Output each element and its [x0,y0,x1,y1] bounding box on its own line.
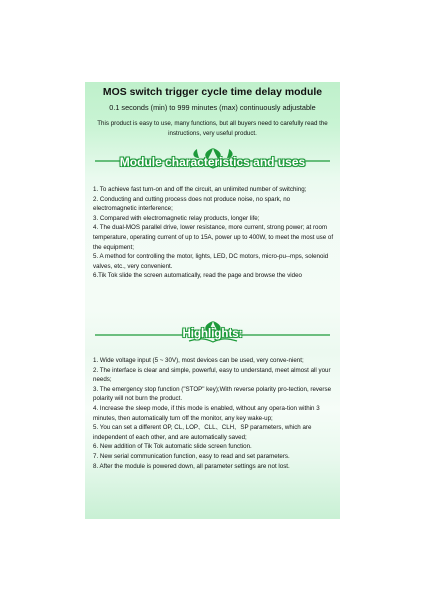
section-banner-characteristics [85,145,340,171]
list-item: 8. After the module is powered down, all parameter settings are not lost. [93,462,290,470]
list-item: 4. Increase the sleep mode, if this mode is enabled, without any opera-tion within 3 minutes, then automatically turn off the monitor, any key wake-up; [93,404,320,422]
product-info-panel [85,82,340,519]
list-item: 6.Tik Tok slide the screen automatically, read the page and browse the video [93,272,303,280]
intro-text: This product is easy to use, many functions, but all buyers need to carefully read the instructions, very useful product. [97,120,328,137]
list-item: 6. New addition of Tik Tok automatic slide screen function. [93,443,252,451]
list-item: 5. A method for controlling the motor, lights, LED, DC motors, micro-pu--mps, solenoid valves, etc., very convenient. [93,253,329,270]
list-item: 3. Compared with electromagnetic relay products, longer life; [93,214,260,222]
characteristics-list [93,185,335,281]
section-banner-highlights [85,319,340,345]
list-item: 1. To achieve fast turn-on and off the circuit, an unlimited number of switching; [93,186,307,193]
list-item: 1. Wide voltage input (5 ~ 30V), most devices can be used, very conve-nient; [93,357,304,364]
page-title: MOS switch trigger cycle time delay module [102,87,323,98]
list-item: 2. The interface is clear and simple, powerful, easy to understand, meet almost all your needs; [93,366,331,384]
section-heading-highlights: Highlights: [182,328,243,340]
section-heading-characteristics: Module characteristics and uses [119,155,306,169]
list-item: 2. Conducting and cutting process does not produce noise, no spark, no electromagnetic interference; [93,195,291,213]
list-item: 7. New serial communication function, easy to read and set parameters. [93,452,290,460]
list-item: 5. You can set a different OP, CL, LOP、CLL、CLH、SP parameters, which are independent of each other, and are automatically saved; [93,424,312,441]
list-item: 4. The dual-MOS parallel drive, lower resistance, more current, strong power; at room temperature, operating current of up to 15A, power up to 400W, to meet the most use of the equipment; [93,224,334,251]
highlights-list [93,356,335,471]
list-item: 3. The emergency stop function ("STOP" key);With reverse polarity pro-tection, reverse polarity will not burn the product. [93,385,332,403]
page-subtitle: 0.1 seconds (min) to 999 minutes (max) continuously adjustable [109,103,316,112]
